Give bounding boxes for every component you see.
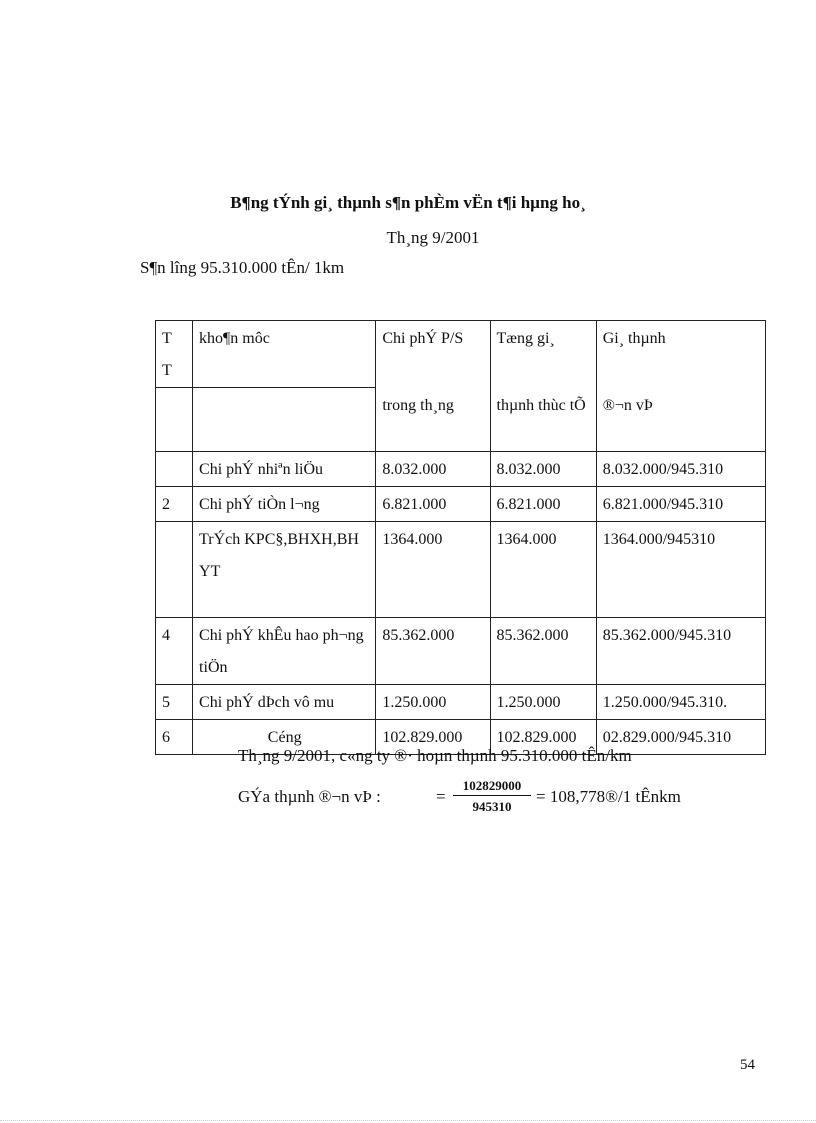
header-stt: T T	[156, 321, 193, 388]
row-unit: 1364.000/945310	[596, 522, 765, 618]
row-stt: 2	[156, 487, 193, 522]
page-title: B¶ng tÝnh gi¸ thµnh s¶n phÈm vËn t¶i hµng ho¸	[230, 193, 586, 212]
row-total: 8.032.000	[490, 452, 596, 487]
table-header-row	[156, 321, 766, 388]
row-total: 6.821.000	[490, 487, 596, 522]
row-total: 85.362.000	[490, 618, 596, 685]
row-total: 1.250.000	[490, 685, 596, 720]
formula-equals: =	[436, 787, 446, 806]
fraction-denominator: 945310	[472, 799, 512, 814]
header-total-sub: thµnh thùc tÕ	[490, 388, 596, 452]
row-cost: 1.250.000	[376, 685, 490, 720]
header-unit: Gi¸ thµnh	[596, 321, 765, 388]
row-stt	[156, 522, 193, 618]
row-stt: 5	[156, 685, 193, 720]
output-line: S¶n lîng 95.310.000 tÊn/ 1km	[140, 258, 345, 277]
row-cost: 1364.000	[376, 522, 490, 618]
row-cost: 6.821.000	[376, 487, 490, 522]
table-row	[156, 618, 766, 685]
row-unit: 02.829.000/945.310	[596, 720, 765, 755]
row-item: Céng	[193, 720, 376, 755]
table-row	[156, 522, 766, 618]
header-total: Tæng gi¸	[490, 321, 596, 388]
table-row	[156, 452, 766, 487]
table-row	[156, 685, 766, 720]
table-row	[156, 487, 766, 522]
table-header-row-2	[156, 388, 766, 452]
row-cost: 102.829.000	[376, 720, 490, 755]
row-unit: 1.250.000/945.310.	[596, 685, 765, 720]
row-item: Chi phÝ nhiªn liÖu	[193, 452, 376, 487]
row-item: Chi phÝ dÞch vô mu	[193, 685, 376, 720]
row-unit: 85.362.000/945.310	[596, 618, 765, 685]
fraction-numerator: 102829000	[453, 778, 531, 796]
header-cost: Chi phÝ P/S	[376, 321, 490, 388]
row-stt: 6	[156, 720, 193, 755]
formula-fraction	[453, 778, 531, 816]
page-bottom-divider	[0, 1120, 816, 1121]
summary-note: Th¸ng 9/2001, c«ng ty ®· hoµn thµnh 95.310.000 tÊn/km	[238, 746, 632, 765]
row-unit: 6.821.000/945.310	[596, 487, 765, 522]
header-blank	[193, 388, 376, 452]
row-total: 1364.000	[490, 522, 596, 618]
header-unit-sub: ®¬n vÞ	[596, 388, 765, 452]
header-cost-sub: trong th¸ng	[376, 388, 490, 452]
row-stt: 4	[156, 618, 193, 685]
row-item: Chi phÝ tiÒn l¬ng	[193, 487, 376, 522]
row-stt	[156, 452, 193, 487]
cost-table	[155, 320, 766, 755]
header-item: kho¶n môc	[193, 321, 376, 388]
formula-label: GÝa thµnh ®¬n vÞ :	[238, 787, 381, 806]
row-unit: 8.032.000/945.310	[596, 452, 765, 487]
row-cost: 8.032.000	[376, 452, 490, 487]
row-total: 102.829.000	[490, 720, 596, 755]
page-number: 54	[740, 1057, 755, 1073]
header-blank	[156, 388, 193, 452]
row-cost: 85.362.000	[376, 618, 490, 685]
formula-result: = 108,778®/1 tÊnkm	[536, 787, 681, 806]
row-item: Chi phÝ khÊu hao ph¬ng tiÖn	[193, 618, 376, 685]
page-subtitle: Th¸ng 9/2001	[386, 228, 480, 247]
row-item: TrÝch KPC§,BHXH,BHYT	[193, 522, 376, 618]
